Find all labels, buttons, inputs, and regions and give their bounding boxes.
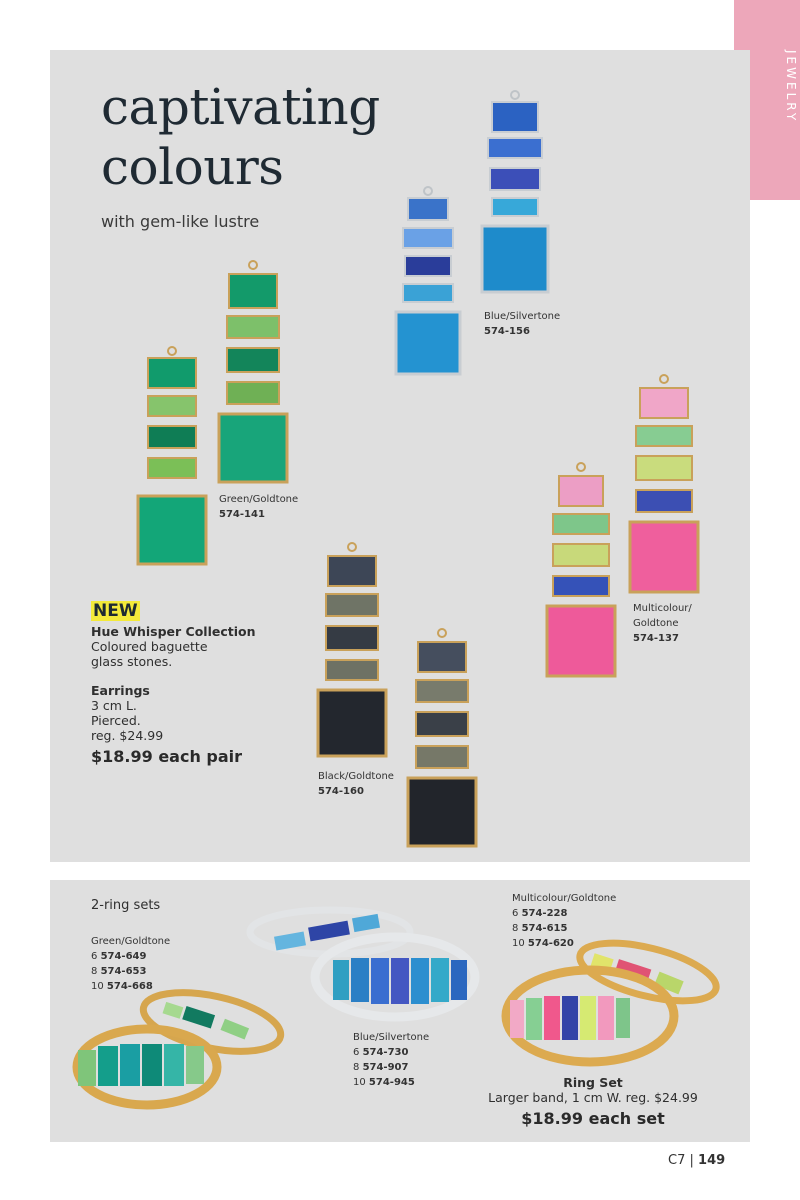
section-code: C7	[668, 1153, 686, 1168]
earrings-price: $18.99 each pair	[91, 747, 243, 766]
earrings-panel	[50, 50, 750, 862]
multi-earring-name2: Goldtone	[633, 618, 679, 629]
footer-separator: |	[689, 1153, 694, 1168]
page-number: 149	[698, 1153, 726, 1168]
collection-name: Hue Whisper Collection	[91, 624, 256, 639]
blue-ring-size-2: 8	[353, 1062, 360, 1073]
ring-set-desc: Larger band, 1 cm W. reg. $24.99	[488, 1090, 698, 1105]
blue-ring-name: Blue/Silvertone	[353, 1032, 430, 1043]
blue-ring-size-1: 6	[353, 1047, 360, 1058]
collection-desc-2: glass stones.	[91, 654, 173, 669]
green-earring-left	[136, 346, 208, 571]
green-earring-right	[217, 260, 289, 490]
ring-set-title: Ring Set	[563, 1075, 623, 1090]
section-tab-label: JEWELRY	[784, 50, 798, 124]
rings-panel	[50, 880, 750, 1142]
black-earring-label	[318, 769, 394, 799]
blue-earring-label	[484, 309, 560, 339]
blue-ring-code-3: 574-945	[368, 1077, 415, 1088]
blue-earring-name: Blue/Silvertone	[484, 311, 561, 322]
black-earring-code: 574-160	[318, 786, 364, 797]
blue-earring-code: 574-156	[484, 326, 530, 337]
blue-ring-label	[353, 1030, 429, 1090]
multi-earring-right	[628, 374, 700, 599]
blue-ring-code-1: 574-730	[362, 1047, 409, 1058]
black-earring-left	[316, 542, 388, 762]
headline-line1: captivating	[101, 78, 380, 136]
blue-ring-code-2: 574-907	[362, 1062, 409, 1073]
earrings-size: 3 cm L.	[91, 698, 137, 713]
green-ring-code-1: 574-649	[100, 951, 147, 962]
green-ring-size-3: 10	[91, 981, 104, 992]
multi-earring-label	[633, 601, 692, 646]
green-earring-label	[219, 492, 298, 522]
earrings-type: Pierced.	[91, 713, 141, 728]
black-earring-right	[406, 628, 478, 853]
new-badge: NEW	[93, 601, 138, 621]
page-footer	[668, 1153, 725, 1168]
blue-ring-size-3: 10	[353, 1077, 366, 1088]
green-earring-code: 574-141	[219, 509, 265, 520]
multi-ring-size-1: 6	[512, 908, 519, 919]
green-ring-name: Green/Goldtone	[91, 936, 171, 947]
green-earring-name: Green/Goldtone	[219, 494, 299, 505]
blue-earring-left	[393, 186, 463, 406]
multi-ring-code-2: 574-615	[521, 923, 568, 934]
earrings-item: Earrings	[91, 683, 150, 698]
green-ring-size-2: 8	[91, 966, 98, 977]
ring-set-price: $18.99 each set	[521, 1109, 665, 1128]
green-ring-code-2: 574-653	[100, 966, 147, 977]
rings-title: 2-ring sets	[91, 898, 161, 913]
green-ring-size-1: 6	[91, 951, 98, 962]
green-ring-code-3: 574-668	[106, 981, 153, 992]
multi-ring-size-3: 10	[512, 938, 525, 949]
subheadline: with gem-like lustre	[101, 212, 260, 231]
earrings-reg-price: reg. $24.99	[91, 728, 164, 743]
multi-ring-code-1: 574-228	[521, 908, 568, 919]
collection-desc-1: Coloured baguette	[91, 639, 208, 654]
black-earring-name: Black/Goldtone	[318, 771, 394, 782]
multi-ring-code-3: 574-620	[527, 938, 574, 949]
blue-earring-right	[480, 90, 550, 300]
multi-earring-name1: Multicolour/	[633, 603, 692, 614]
multi-earring-left	[545, 462, 617, 682]
blue-ring-set-image	[245, 902, 485, 1032]
multi-ring-set-image	[500, 934, 730, 1074]
multi-earring-code: 574-137	[633, 633, 679, 644]
multi-ring-size-2: 8	[512, 923, 519, 934]
headline-line2: colours	[101, 138, 284, 196]
headline	[101, 77, 380, 197]
multi-ring-name: Multicolour/Goldtone	[512, 893, 617, 904]
